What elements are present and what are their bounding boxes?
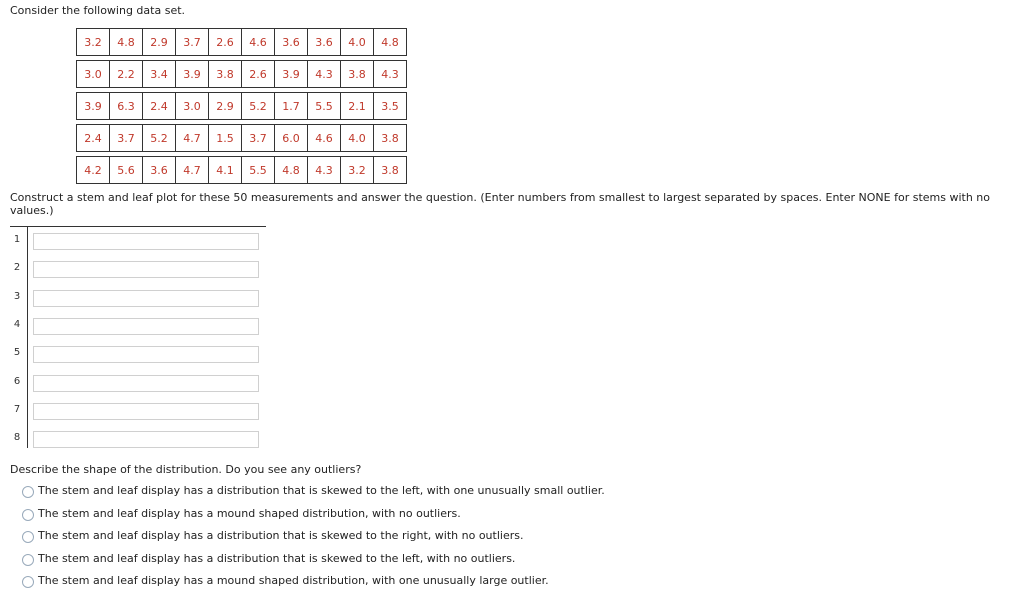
- data-cell: 3.9: [176, 61, 209, 88]
- data-cell: 3.6: [143, 157, 176, 184]
- data-cell: 4.8: [374, 29, 407, 56]
- intro-text: Consider the following data set.: [10, 4, 186, 17]
- data-cell: 5.5: [242, 157, 275, 184]
- data-row: [77, 125, 407, 152]
- leaf-input-stem-1[interactable]: [33, 233, 259, 250]
- data-cell: 5.5: [308, 93, 341, 120]
- data-cell: 3.8: [341, 61, 374, 88]
- data-cell: 1.5: [209, 125, 242, 152]
- data-cell: 3.2: [341, 157, 374, 184]
- stem-leaf-divider: [27, 226, 28, 448]
- data-cell: 4.3: [374, 61, 407, 88]
- data-row: [77, 93, 407, 120]
- stem-label: 7: [13, 403, 21, 415]
- data-cell: 3.9: [275, 61, 308, 88]
- data-cell: 1.7: [275, 93, 308, 120]
- data-cell: 4.7: [176, 125, 209, 152]
- data-cell: 3.7: [110, 125, 143, 152]
- data-cell: 3.2: [77, 29, 110, 56]
- stem-label: 5: [13, 347, 21, 359]
- data-cell: 3.5: [374, 93, 407, 120]
- data-cell: 4.0: [341, 29, 374, 56]
- stem-label: 2: [13, 262, 21, 274]
- leaf-input-stem-7[interactable]: [33, 403, 259, 420]
- radio-button[interactable]: [22, 531, 34, 543]
- data-cell: 5.2: [143, 125, 176, 152]
- stem-label: 4: [13, 318, 21, 330]
- radio-button[interactable]: [22, 509, 34, 521]
- instructions-text: Construct a stem and leaf plot for these 50 measurements and answer the question. (Enter numbers from smallest to largest separated by spaces. Enter NONE for stems with no values.): [10, 191, 991, 217]
- data-cell: 3.7: [176, 29, 209, 56]
- data-cell: 5.2: [242, 93, 275, 120]
- data-cell: 3.0: [176, 93, 209, 120]
- data-cell: 3.8: [374, 157, 407, 184]
- data-cell: 4.1: [209, 157, 242, 184]
- data-cell: 4.6: [242, 29, 275, 56]
- option-label: The stem and leaf display has a mound shaped distribution, with no outliers.: [38, 506, 461, 520]
- leaf-input-stem-4[interactable]: [33, 318, 259, 335]
- data-cell: 2.1: [341, 93, 374, 120]
- leaf-input-stem-6[interactable]: [33, 375, 259, 392]
- option-label: The stem and leaf display has a distribution that is skewed to the right, with no outliers.: [38, 529, 524, 543]
- option-label: The stem and leaf display has a mound shaped distribution, with one unusually large outlier.: [38, 574, 549, 588]
- data-cell: 2.9: [143, 29, 176, 56]
- data-cell: 3.8: [374, 125, 407, 152]
- data-cell: 4.2: [77, 157, 110, 184]
- radio-button[interactable]: [22, 576, 34, 588]
- data-cell: 4.3: [308, 157, 341, 184]
- radio-button[interactable]: [22, 486, 34, 498]
- data-cell: 3.4: [143, 61, 176, 88]
- option-label: The stem and leaf display has a distribution that is skewed to the left, with one unusually small outlier.: [38, 484, 605, 497]
- data-cell: 3.6: [275, 29, 308, 56]
- data-cell: 4.7: [176, 157, 209, 184]
- data-cell: 4.6: [308, 125, 341, 152]
- option-label: The stem and leaf display has a distribution that is skewed to the left, with no outliers.: [38, 551, 516, 565]
- data-set-table: [76, 28, 407, 184]
- stem-label: 3: [13, 290, 21, 302]
- data-cell: 6.3: [110, 93, 143, 120]
- leaf-input-stem-5[interactable]: [33, 346, 259, 363]
- data-row: [77, 61, 407, 88]
- stem-label: 8: [13, 432, 21, 444]
- data-cell: 2.2: [110, 61, 143, 88]
- stem-label: 6: [13, 375, 21, 387]
- question-text: Describe the shape of the distribution. Do you see any outliers?: [10, 463, 362, 476]
- data-cell: 2.4: [77, 125, 110, 152]
- data-cell: 3.0: [77, 61, 110, 88]
- data-cell: 3.8: [209, 61, 242, 88]
- data-cell: 2.6: [242, 61, 275, 88]
- data-cell: 3.9: [77, 93, 110, 120]
- data-cell: 2.4: [143, 93, 176, 120]
- leaf-input-stem-2[interactable]: [33, 261, 259, 278]
- data-row: [77, 157, 407, 184]
- data-cell: 4.8: [110, 29, 143, 56]
- stem-label: 1: [13, 234, 21, 245]
- data-cell: 2.9: [209, 93, 242, 120]
- data-cell: 4.3: [308, 61, 341, 88]
- data-cell: 6.0: [275, 125, 308, 152]
- radio-button[interactable]: [22, 554, 34, 566]
- stem-leaf-top-rule: [10, 226, 266, 227]
- data-row: [77, 29, 407, 56]
- leaf-input-stem-8[interactable]: [33, 431, 259, 448]
- data-cell: 3.6: [308, 29, 341, 56]
- data-cell: 5.6: [110, 157, 143, 184]
- data-cell: 2.6: [209, 29, 242, 56]
- data-cell: 3.7: [242, 125, 275, 152]
- leaf-input-stem-3[interactable]: [33, 290, 259, 307]
- data-cell: 4.8: [275, 157, 308, 184]
- data-cell: 4.0: [341, 125, 374, 152]
